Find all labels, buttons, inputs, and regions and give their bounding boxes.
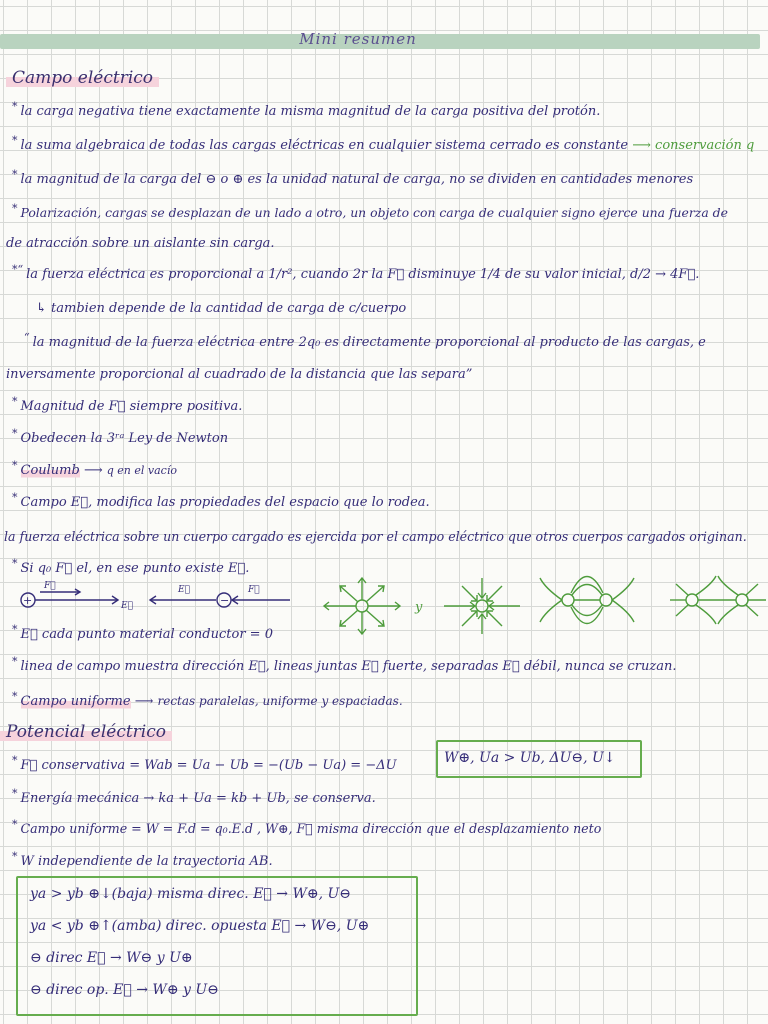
- conservation-note: ⟶ conservación q: [632, 138, 755, 153]
- note-line-3: * la magnitud de la carga del ⊖ o ⊕ es la unidad natural de carga, no se dividen en cantidades menores: [12, 168, 694, 187]
- svg-text:F⃗: F⃗: [248, 585, 260, 595]
- rule-line-4: ⊖ direc op. E⃗ → W⊕ y U⊖: [30, 982, 219, 998]
- note-line-5: *“ la fuerza eléctrica es proporcional a 1/r², cuando 2r la F⃗ disminuye 1/4 de su valor inicial, d/2 → 4F⃗.: [12, 263, 700, 282]
- note-line-9: * Coulumb ⟶ q en el vacío: [12, 459, 177, 478]
- note-line-15: * Campo uniforme ⟶ rectas paralelas, uniforme y espaciadas.: [12, 690, 403, 709]
- note-line-7: * Magnitud de F⃗ siempre positiva.: [12, 395, 243, 414]
- note-line-10: * Campo E⃗, modifica las propiedades del espacio que lo rodea.: [12, 491, 430, 510]
- note-line-18: * Campo uniforme = W = F.d = q₀.E.d , W⊕, F⃗ misma dirección que el desplazamiento neto: [12, 818, 602, 836]
- rule-line-2: ya < yb ⊕↑(amba) direc. opuesta E⃗ → W⊖, U⊕: [30, 918, 370, 934]
- svg-text:−: −: [220, 594, 230, 607]
- note-line-17: * Energía mecánica → ka + Ua = kb + Ub, se conserva.: [12, 787, 376, 806]
- svg-text:y: y: [415, 600, 423, 615]
- svg-text:E⃗: E⃗: [178, 585, 190, 595]
- heading-campo-electrico: Campo eléctrico: [6, 68, 159, 88]
- note-line-4: * Polarización, cargas se desplazan de un lado a otro, un objeto con carga de cualquier signo ejerce una fuerza de: [12, 202, 728, 220]
- note-line-13: * E⃗ cada punto material conductor = 0: [12, 623, 273, 642]
- note-line-12: * Si q₀ F⃗ el, en ese punto existe E⃗.: [12, 557, 250, 576]
- work-energy-note: W⊕, Ua > Ub, ΔU⊖, U↓: [444, 750, 616, 766]
- note-line-6: “ la magnitud de la fuerza eléctrica entre 2q₀ es directamente proporcional al producto de las cargas, e: [24, 331, 706, 350]
- note-line-8: * Obedecen la 3ʳᵃ Ley de Newton: [12, 427, 229, 446]
- note-line-16: * F⃗ conservativa = Wab = Ua − Ub = −(Ub − Ua) = −ΔU: [12, 754, 397, 773]
- svg-text:E⃗: E⃗: [121, 601, 133, 611]
- svg-text:+: +: [23, 594, 33, 607]
- page-title: Mini resumen: [299, 30, 417, 48]
- heading-potencial-electrico: Potencial eléctrico: [0, 722, 172, 742]
- arrow-icon: ↳: [36, 301, 52, 316]
- note-line-14: * linea de campo muestra dirección E⃗, lineas juntas E⃗ fuerte, separadas E⃗ débil, nunca se cruzan.: [12, 655, 677, 674]
- note-line-11: la fuerza eléctrica sobre un cuerpo cargado es ejercida por el campo eléctrico que otros cuerpos cargados originan.: [4, 529, 747, 544]
- rule-line-1: ya > yb ⊕↓(baja) misma direc. E⃗ → W⊕, U⊖: [30, 886, 352, 902]
- note-line-19: * W independiente de la trayectoria AB.: [12, 850, 273, 869]
- work-energy-box: [436, 740, 642, 778]
- rule-line-3: ⊖ direc E⃗ → W⊖ y U⊕: [30, 950, 193, 966]
- note-line-4b: de atracción sobre un aislante sin carga.: [6, 236, 275, 251]
- rules-box: [16, 876, 418, 1016]
- note-line-5b: ↳ tambien depende de la cantidad de carga de c/cuerpo: [36, 301, 407, 316]
- note-line-1: * la carga negativa tiene exactamente la misma magnitud de la carga positiva del protón.: [12, 100, 601, 119]
- note-line-2: * la suma algebraica de todas las cargas eléctricas en cualquier sistema cerrado es constante ⟶ conservación q: [12, 134, 755, 153]
- svg-text:F⃗: F⃗: [44, 581, 56, 591]
- note-line-6b: inversamente proporcional al cuadrado de la distancia que las separa”: [6, 367, 473, 382]
